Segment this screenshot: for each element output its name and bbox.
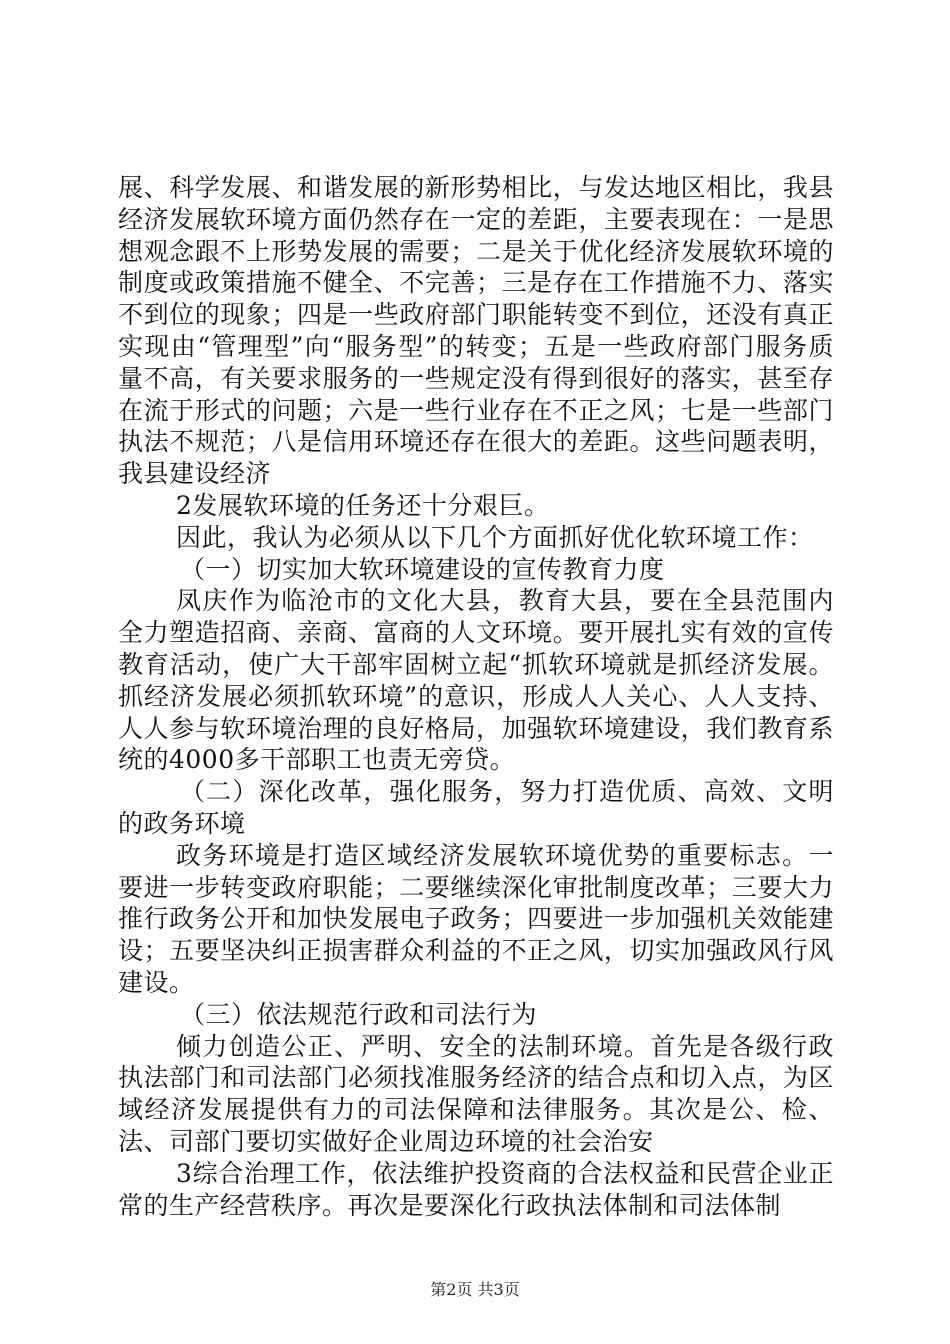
paragraph-continuation: 展、科学发展、和谐发展的新形势相比，与发达地区相比，我县经济发展软环境方面仍然存在一定的差距，主要表现在：一是思想观念跟不上形势发展的需要；二是关于优化经济发展软环境的制度或政策措施不健全、不完善；三是存在工作措施不力、落实不到位的现象；四是一些政府部门职能转变不到位，还没有真正实现由“管理型”向“服务型”的转变；五是一些政府部门服务质量不高，有关要求服务的一些规定没有得到很好的落实，甚至存在流于形式的问题；六是一些行业存在不正之风；七是一些部门执法不规范；八是信用环境还存在很大的差距。这些问题表明，我县建设经济 (118, 173, 834, 489)
section-heading-3: （三）依法规范行政和司法行为 (180, 999, 538, 1029)
paragraph-intro: 因此，我认为必须从以下几个方面抓好优化软环境工作： (176, 522, 814, 552)
paragraph-section-2: 政务环境是打造区域经济发展软环境优势的重要标志。一要进一步转变政府职能；二要继续深化审批制度改革；三要大力推行政务公开和加快发展电子政务；四要进一步加强机关效能建设；五要坚决纠正损害群众利益的不正之风，切实加强政风行风建设。 (118, 840, 834, 997)
paragraph-section-3: 倾力创造公正、严明、安全的法制环境。首先是各级行政执法部门和司法部门必须找准服务经济的结合点和切入点，为区域经济发展提供有力的司法保障和法律服务。其次是公、检、法、司部门要切实做好企业周边环境的社会治安 (118, 1031, 834, 1156)
section-heading-2: （二）深化改革，强化服务，努力打造优质、高效、文明的政务环境 (118, 777, 834, 838)
paragraph-page-marker-2: 2发展软环境的任务还十分艰巨。 (176, 490, 550, 520)
paragraph-page-marker-3: 3综合治理工作，依法维护投资商的合法权益和民营企业正常的生产经营秩序。再次是要深化行政执法体制和司法体制 (118, 1158, 834, 1220)
page-number-footer: 第2页 共3页 (430, 1280, 520, 1299)
paragraph-section-1: 凤庆作为临沧市的文化大县，教育大县，要在全县范围内全力塑造招商、亲商、富商的人文环境。要开展扎实有效的宣传教育活动，使广大干部牢固树立起“抓软环境就是抓经济发展。抓经济发展必须抓软环境”的意识，形成人人关心、人人支持、人人参与软环境治理的良好格局，加强软环境建设，我们教育系统的4000多干部职工也责无旁贷。 (118, 586, 834, 775)
section-heading-1: （一）切实加大软环境建设的宣传教育力度 (180, 554, 665, 584)
document-body (118, 172, 834, 1221)
